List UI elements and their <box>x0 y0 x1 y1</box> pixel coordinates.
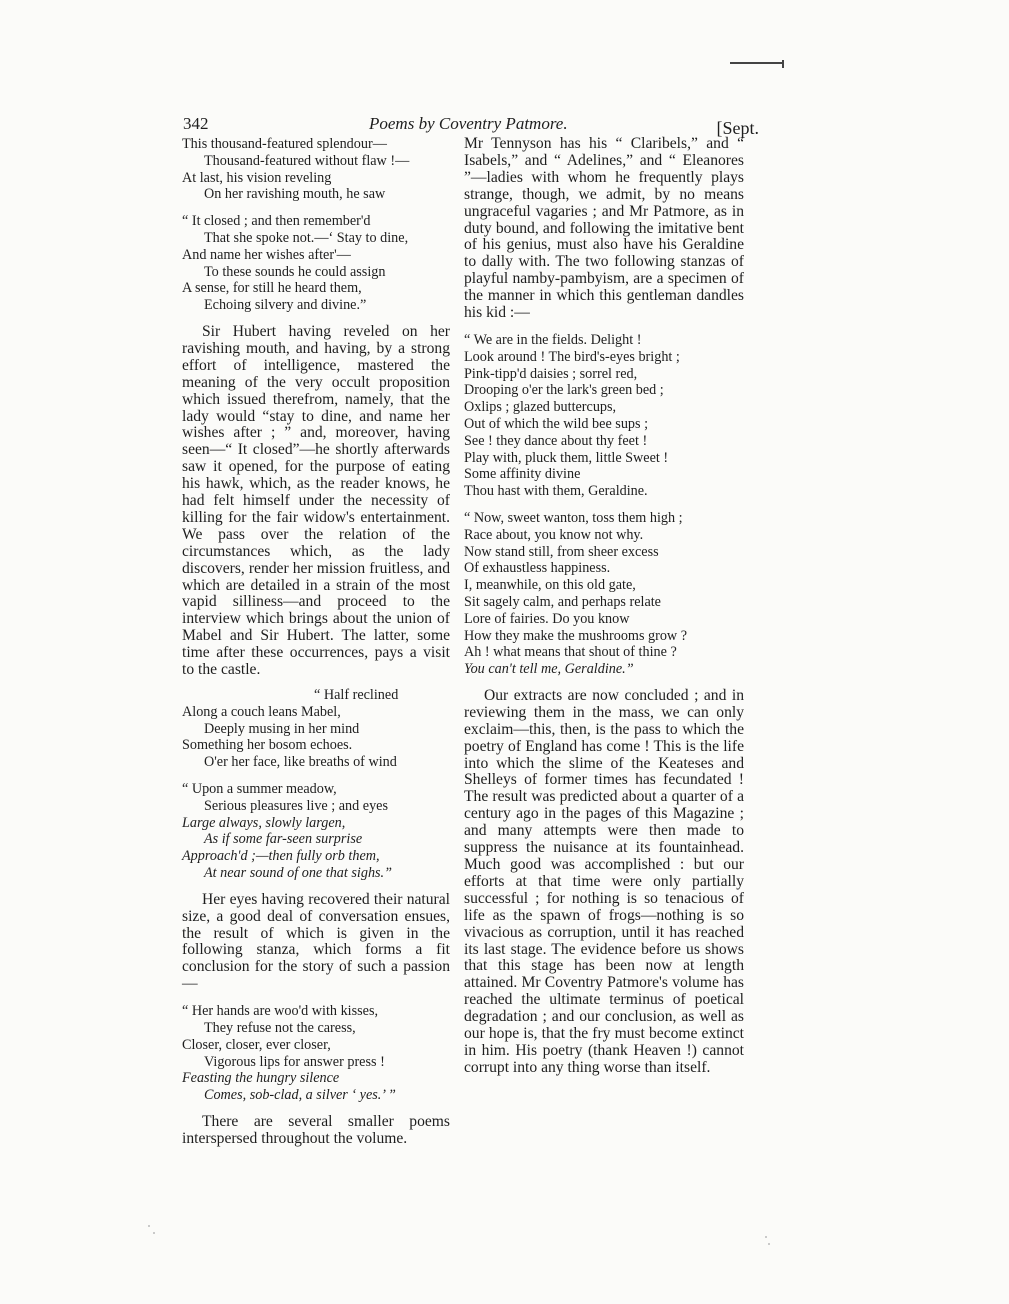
verse-line: I, meanwhile, on this old gate, <box>464 577 636 594</box>
verse-line: Echoing silvery and divine.” <box>204 297 367 314</box>
verse-line: How they make the mushrooms grow ? <box>464 627 688 644</box>
verse-line: Out of which the wild bee sups ; <box>464 415 649 432</box>
scan-speck <box>765 1236 767 1238</box>
running-title: Poems by Coventry Patmore. <box>369 114 568 133</box>
verse-line: This thousand-featured splendour— <box>182 136 387 152</box>
verse-line: To these sounds he could assign <box>204 263 386 280</box>
prose-paragraph: Our extracts are now concluded ; and in reviewing them in the mass, we can only exclaim—this, then, is the pass to which the poetry of England has come ! This is the life into which the slime of the Keateses and Shelleys of former times has fecundated ! The result was predicted about a quarter of a century ago in the pages of this Magazine ; and many attempts were then made to suppress the nuisance at its fountainhead. Much good was accomplished : but our efforts at that time were only partially successful ; for nothing is so tenacious of life as the spawn of frogs—nothing is so vivacious as corruption, until it has reached its last stage. The evidence before us shows that this stage has been now at length attained. Mr Coventry Patmore's volume has reached the ultimate terminus of poetical degradation ; and our conclusion, as well as our hope is, that the fry must become extinct in him. His poetry (thank Heaven !) cannot corrupt into any thing worse than itself. <box>464 686 744 1076</box>
verse-line: “ It closed ; and then remember'd <box>182 213 371 230</box>
verse-line: O'er her face, like breaths of wind <box>204 754 397 771</box>
verse-line: Approach'd ;—then fully orb them, <box>182 848 380 865</box>
prose-paragraph: Her eyes having recovered their natural size, a good deal of conversation ensues, the result of which is given in the following stanza, which forms a fit conclusion for the story of such a passion— <box>182 890 450 993</box>
corner-rule-mark <box>730 62 784 64</box>
verse-stanza-2 <box>182 213 450 314</box>
verse-stanza-4 <box>182 781 450 882</box>
prose-paragraph: There are several smaller poems interspersed throughout the volume. <box>182 1112 450 1147</box>
verse-line: A sense, for still he heard them, <box>182 280 362 297</box>
verse-line: Thousand-featured without flaw !— <box>204 152 410 169</box>
verse-line: At last, his vision reveling <box>182 169 332 186</box>
verse-line: Something her bosom echoes. <box>182 737 353 754</box>
verse-line: That she spoke not.—‘ Stay to dine, <box>204 229 409 246</box>
verse-line: Look around ! The bird's-eyes bright ; <box>464 348 680 365</box>
verse-line: And name her wishes after'— <box>182 246 351 263</box>
verse-line: See ! they dance about thy feet ! <box>464 432 648 449</box>
verse-line: Closer, closer, ever closer, <box>182 1036 331 1053</box>
verse-line: Large always, slowly largen, <box>182 814 346 831</box>
verse-line: Oxlips ; glazed buttercups, <box>464 399 617 416</box>
verse-line: “ Now, sweet wanton, toss them high ; <box>464 509 683 526</box>
verse-line: “ Her hands are woo'd with kisses, <box>182 1003 379 1020</box>
verse-line: Sit sagely calm, and perhaps relate <box>464 593 661 610</box>
page-number: 342 <box>183 114 209 133</box>
verse-line: As if some far-seen surprise <box>204 831 363 848</box>
verse-line: Serious pleasures live ; and eyes <box>204 797 388 814</box>
verse-stanza-3 <box>182 687 450 771</box>
scan-speck <box>768 1243 770 1245</box>
verse-line: Play with, pluck them, little Sweet ! <box>464 449 669 466</box>
verse-line: Feasting the hungry silence <box>182 1070 340 1087</box>
verse-line: Now stand still, from sheer excess <box>464 543 659 560</box>
verse-line: “ Upon a summer meadow, <box>182 780 337 797</box>
verse-line: Drooping o'er the lark's green bed ; <box>464 382 664 399</box>
verse-line: Deeply musing in her mind <box>204 720 360 737</box>
verse-line: Thou hast with them, Geraldine. <box>464 483 648 500</box>
verse-line: Some affinity divine <box>464 466 581 483</box>
verse-line: Along a couch leans Mabel, <box>182 703 341 720</box>
verse-line: “ Half reclined <box>314 687 399 703</box>
verse-line: Comes, sob-clad, a silver ‘ yes.’ ” <box>204 1087 396 1104</box>
page-header <box>183 114 759 136</box>
verse-stanza-geraldine-1 <box>464 332 744 500</box>
left-column <box>182 136 450 1158</box>
corner-tick-mark <box>782 60 784 68</box>
prose-paragraph: Sir Hubert having reveled on her ravishing mouth, and having, by a strong effort of intelligence, mastered the meaning of the very occult proposition which issued therefrom, namely, that the lady would “stay to dine, and name her wishes after ; ” and, moreover, having seen—“ It closed”—he shortly afterwards saw it opened, for the purpose of eating his hawk, which, as the reader knows, he had felt himself under the necessity of killing for the fair widow's entertainment. We pass over the relation of the circumstances which, as the lady discovers, render her mission fruitless, and which are detailed in a strain of the most vapid silliness—and proceed to the interview which brings about the union of Mabel and Sir Hubert. The latter, some time after these occurrences, pays a visit to the castle. <box>182 322 450 679</box>
verse-line: You can't tell me, Geraldine.” <box>464 661 634 678</box>
verse-line: Lore of fairies. Do you know <box>464 610 630 627</box>
right-column <box>464 136 744 1087</box>
verse-line: “ We are in the fields. Delight ! <box>464 331 642 348</box>
verse-line: Of exhaustless happiness. <box>464 560 611 577</box>
verse-line: They refuse not the caress, <box>204 1020 356 1036</box>
issue-month: [Sept. <box>716 118 759 138</box>
scan-speck <box>153 1232 155 1234</box>
verse-line: Race about, you know not why. <box>464 526 644 543</box>
verse-stanza-geraldine-2 <box>464 510 744 678</box>
prose-paragraph: Mr Tennyson has his “ Claribels,” and “ Isabels,” and “ Adelines,” and “ Eleanores ”—ladies with whom he frequently plays strange, though, we admit, by no means ungraceful vagaries ; and Mr Patmore, as in duty bound, and following the imitative bent of his genius, must also have his Geraldine to dally with. The two following stanzas of playful namby-pambyism, are a specimen of the manner in which this gentleman dandles his kid :— <box>464 135 744 322</box>
verse-line: Pink-tipp'd daisies ; sorrel red, <box>464 365 638 382</box>
verse-line: On her ravishing mouth, he saw <box>204 186 386 203</box>
verse-stanza-5 <box>182 1003 450 1104</box>
scan-speck <box>148 1225 150 1227</box>
verse-line: Vigorous lips for answer press ! <box>204 1053 385 1070</box>
verse-line: Ah ! what means that shout of thine ? <box>464 644 677 661</box>
verse-stanza-1 <box>182 136 450 203</box>
verse-line: At near sound of one that sighs.” <box>204 864 392 881</box>
